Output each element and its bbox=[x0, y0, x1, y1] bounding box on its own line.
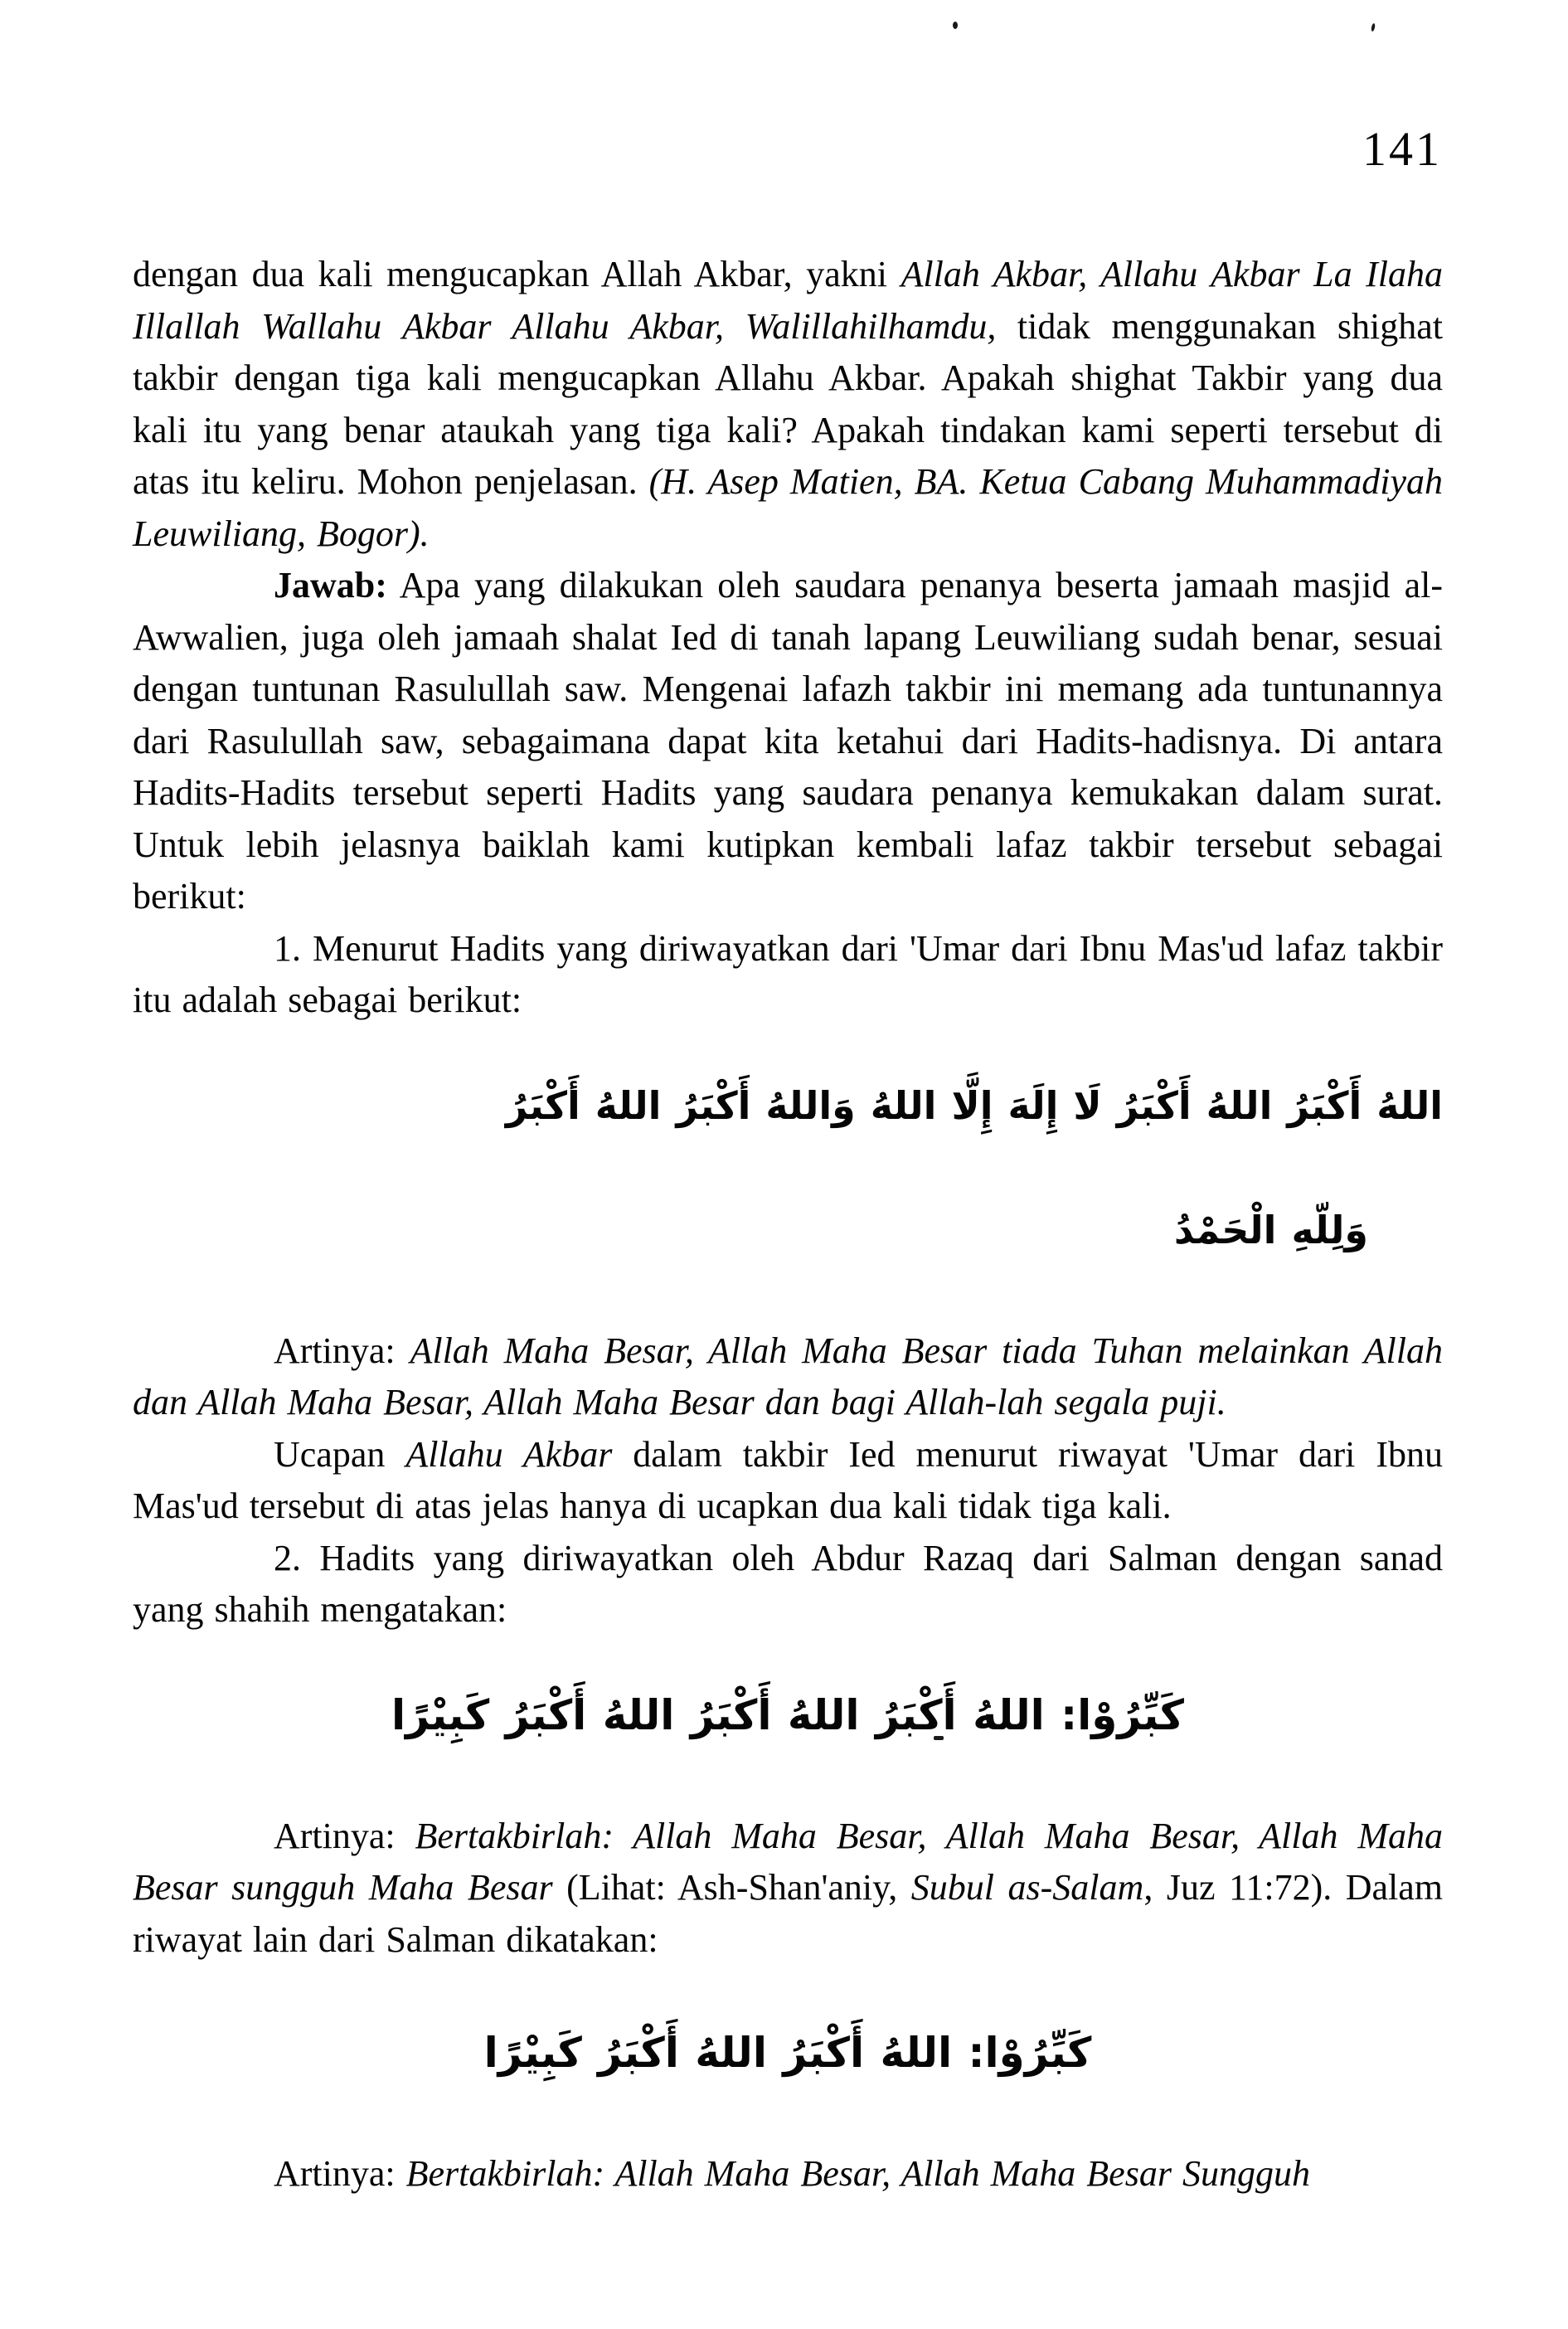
text-segment: Apa yang dilakukan oleh saudara penanya beserta jamaah masjid al-Awwalien, juga oleh jamaah shalat Ied di tanah lapang Leuwiliang sudah benar, sesuai dengan tuntunan Rasulullah saw. Mengenai lafazh takbir ini memang ada tuntunannya dari Rasulullah saw, sebagaimana dapat kita ketahui dari Hadits-hadisnya. Di antara Hadits-Hadits tersebut seperti Hadits yang saudara penanya kemukakan dalam surat. Untuk lebih jelasnya baiklah kami kutipkan kembali lafaz takbir tersebut sebagai berikut: bbox=[133, 565, 1443, 917]
text-segment: Allah Maha Besar, Allah Maha Besar tiada Tuhan melainkan Allah dan Allah Maha Besar, Allah Maha Besar dan bagi Allah-lah segala puji. bbox=[133, 1330, 1443, 1422]
text-segment: (H. Asep Matien, BA. Ketua Cabang Muhammadiyah Leuwiliang, Bogor). bbox=[133, 461, 1443, 554]
paragraph bbox=[133, 1325, 1443, 1429]
text-segment: dengan dua kali mengucapkan Allah Akbar, yakni bbox=[133, 254, 901, 294]
text-segment: Artinya: bbox=[274, 1815, 415, 1856]
arabic-takbir-line: وَلِلّهِ الْحَمْدُ bbox=[1173, 1207, 1368, 1252]
text-segment: Allahu Akbar bbox=[405, 1433, 613, 1475]
paragraph bbox=[133, 1533, 1443, 1636]
text-segment: Bertakbirlah: Allah Maha Besar, Allah Maha Besar Sungguh bbox=[405, 2153, 1310, 2194]
page-number: 141 bbox=[1362, 122, 1442, 176]
paragraph bbox=[133, 2148, 1443, 2200]
text-segment: Ucapan bbox=[274, 1433, 406, 1475]
arabic-calligraphy-block bbox=[133, 1653, 1443, 1777]
text-segment: dalam takbir Ied menurut riwayat 'Umar dari Ibnu Mas'ud tersebut di atas jelas hanya di ucapkan dua kali tidak tiga kali. bbox=[133, 1433, 1443, 1526]
arabic-takbir-line: اللهُ أَكْبَرُ اللهُ أَكْبَرُ لَا إِلَهَ إِلَّا اللهُ وَاللهُ أَكْبَرُ اللهُ أَكْبَرُ bbox=[505, 1082, 1443, 1128]
text-segment: Subul as-Salam bbox=[910, 1867, 1144, 1908]
arabic-calligraphy-block bbox=[133, 1991, 1443, 2115]
paragraph bbox=[133, 249, 1443, 560]
paragraph bbox=[133, 923, 1443, 1027]
paragraph bbox=[133, 1811, 1443, 1967]
text-segment: 1. Menurut Hadits yang diriwayatkan dari 'Umar dari Ibnu Mas'ud lafaz takbir itu adalah sebagai berikut: bbox=[133, 927, 1443, 1020]
paragraph bbox=[133, 1429, 1443, 1533]
text-segment: Artinya: bbox=[274, 2153, 406, 2194]
arabic-calligraphy-block bbox=[133, 1043, 1443, 1292]
page-body-text bbox=[133, 249, 1443, 2200]
text-segment: , Juz 11:72). Dalam riwayat lain dari Salman dikatakan: bbox=[133, 1867, 1444, 1960]
arabic-takbir-line: كَبِّرُوْا: اللهُ أَكْبَرُ اللهُ أَكْبَرُ اللهُ أَكْبَرُ كَبِيْرًا bbox=[391, 1690, 1184, 1739]
paragraph bbox=[133, 560, 1443, 923]
text-segment: 2. Hadits yang diriwayatkan oleh Abdur Razaq dari Salman dengan sanad yang shahih mengatakan: bbox=[133, 1537, 1443, 1630]
text-segment: Allah Akbar, Allahu Akbar La Ilaha Illallah Wallahu Akbar Allahu Akbar, Walillahilhamdu, bbox=[133, 254, 1443, 347]
scan-artifact-dot bbox=[953, 22, 958, 29]
text-segment: Artinya: bbox=[274, 1330, 410, 1371]
text-segment: Bertakbirlah: Allah Maha Besar, Allah Maha Besar, Allah Maha Besar sungguh Maha Besar bbox=[133, 1815, 1443, 1908]
text-segment: tidak menggunakan shighat takbir dengan tiga kali mengucapkan Allahu Akbar. Apakah shighat Takbir yang dua kali itu yang benar ataukah yang tiga kali? Apakah tindakan kami seperti tersebut di atas itu keliru. Mohon penjelasan. bbox=[133, 305, 1443, 502]
text-segment: (Lihat: Ash-Shan'aniy, bbox=[552, 1867, 911, 1908]
scan-artifact-dot bbox=[1371, 23, 1376, 32]
arabic-takbir-line: كَبِّرُوْا: اللهُ أَكْبَرُ اللهُ أَكْبَرُ كَبِيْرًا bbox=[483, 2029, 1092, 2077]
text-segment: Jawab: bbox=[274, 565, 387, 605]
